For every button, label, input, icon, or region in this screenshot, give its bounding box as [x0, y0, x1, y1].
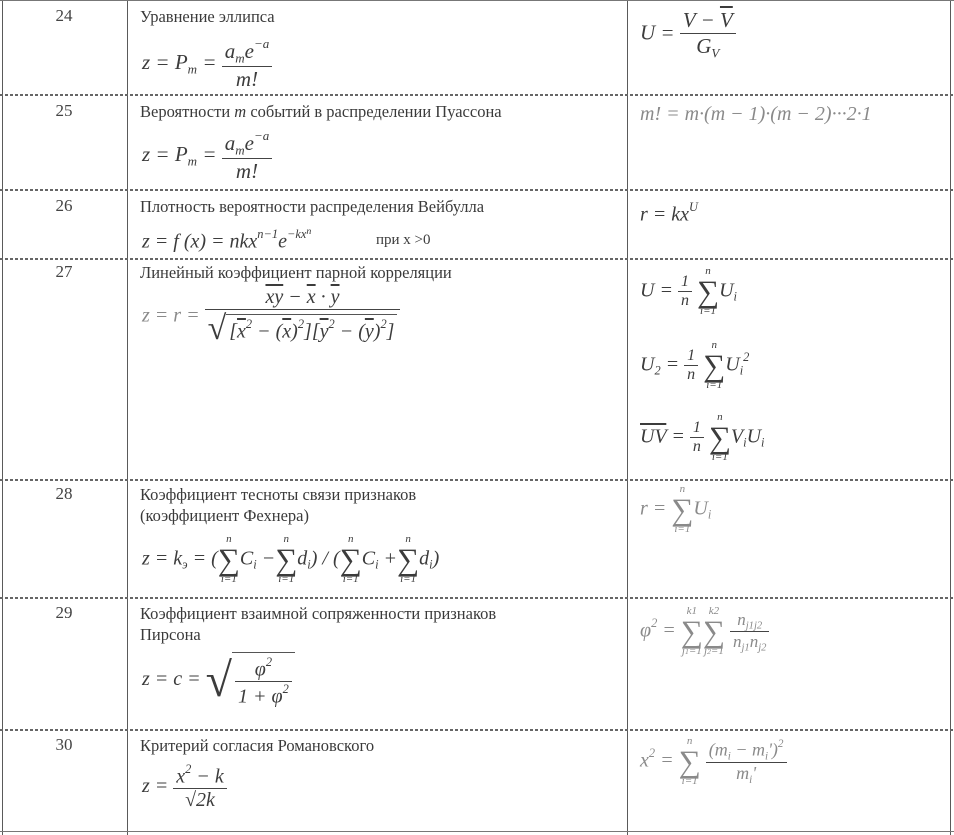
row-divider	[0, 94, 954, 96]
table-border-right	[950, 0, 951, 835]
row-number: 29	[55, 603, 73, 622]
row-title	[140, 101, 502, 122]
row-title: Линейный коэффициент парной корреляции	[140, 263, 452, 282]
weibull-condition: при x >0	[376, 232, 431, 248]
formula-mean-UV: $\overline{UV}$ = $\frac{1}{n}$ n ∑ i=1 $V_iU_i$	[640, 411, 765, 464]
row-divider	[0, 729, 954, 731]
row-title: Уравнение эллипса	[140, 7, 275, 26]
row-title-post: событий в распределении Пуассона	[246, 102, 502, 121]
row-title-line1: Коэффициент тесноты связи признаков	[140, 485, 417, 504]
row-divider	[0, 597, 954, 599]
row-title	[140, 603, 496, 645]
row-title-pre: Вероятности	[140, 102, 235, 121]
row-title: Критерий согласия Романовского	[140, 736, 375, 755]
formula-fechner: $z = k_э$ = ( n ∑ i=1 $C_i$ − n ∑ i=1 $d_i$) / ( n ∑ i=1 $C_i$ + n ∑ i=1 $d_i$)	[142, 533, 440, 586]
row-title-line1: Коэффициент взаимной сопряженности признаков	[140, 604, 497, 623]
row-title-m: m	[234, 102, 247, 121]
row-divider	[0, 479, 954, 481]
formula-mean-U: U = $\frac{1}{n}$ n ∑ i=1 $U_i$	[640, 265, 737, 318]
formula-factorial: m! = m·(m − 1)·(m − 2)···2·1	[640, 103, 872, 125]
row-title-line2: Пирсона	[140, 625, 201, 644]
formula-weibull: z = f $(x) = nkx^{n-1}e^{-kx^n}$	[142, 226, 312, 253]
row-number: 27	[55, 262, 73, 281]
formula-U-standardized: U = $\frac{V - \overline{V}}{G_V}$	[640, 8, 736, 62]
row-divider	[0, 258, 954, 260]
formula-correlation: z = r = $\frac{\overline{xy} - \overline{x} \cdot \overline{y}}{√ [\overline{x}^2 - (\overline{x})^2][\overline{y}^2 - (\overline{y})^2]}$	[142, 286, 400, 348]
row-divider	[0, 0, 954, 1]
row-number: 26	[55, 196, 73, 215]
row-title-line2: (коэффициент Фехнера)	[140, 506, 309, 525]
row-number: 28	[55, 484, 73, 503]
row-divider	[0, 189, 954, 191]
row-number: 25	[55, 101, 73, 120]
formula-phi-squared: $\varphi^2$ = k1 ∑ j1=1 k2 ∑ j2=1 $\frac{n_{j1j2}}{n_{j1}n_{j2}}$	[640, 606, 769, 657]
table-border-col2	[627, 0, 628, 835]
row-title: Плотность вероятности распределения Вейбулла	[140, 197, 485, 216]
formula-poisson: $z = P_m$ = $\frac{a_me^{-a}}{m!}$	[142, 128, 272, 184]
row-title	[140, 484, 416, 526]
row-divider	[0, 831, 954, 832]
formula-romanovsky: z = $\frac{x^2 - k}{√2k}$	[142, 762, 227, 812]
formula-chi-squared: $x^2$ = n ∑ i=1 $\frac{(m_i - m_i')^2}{m_i'}$	[640, 736, 787, 787]
formula-pearson-contingency: z = c = √ $\frac{\varphi^2}{1 + \varphi^2}$	[142, 652, 295, 709]
row-number: 30	[55, 735, 73, 754]
row-number: 24	[55, 6, 73, 25]
formula-mean-U2: $U_2$ = $\frac{1}{n}$ n ∑ i=1 $U_i^2$	[640, 339, 750, 392]
formula-r-kx: $r = kx^U$	[640, 200, 698, 226]
formula-ellipse: $z = P_m$ = $\frac{a_me^{-a}}{m!}$	[142, 36, 272, 92]
table-border-left	[2, 0, 3, 835]
formula-r-sum: r = n ∑ i=1 $U_i$	[640, 483, 712, 536]
table-border-col1	[127, 0, 128, 835]
